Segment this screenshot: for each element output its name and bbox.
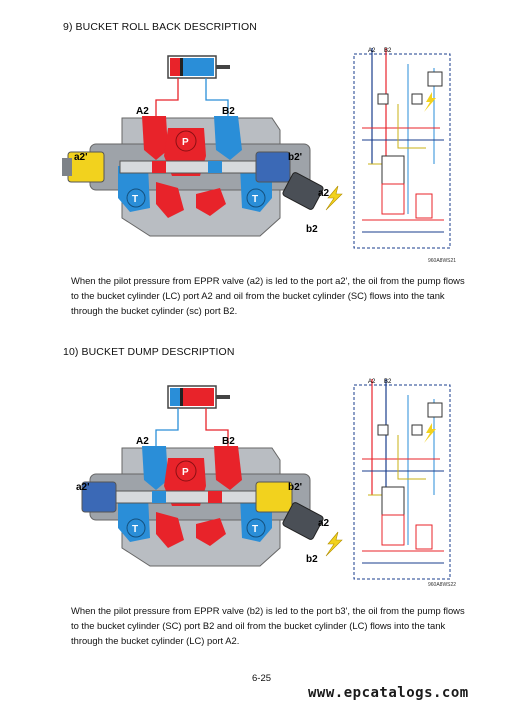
solenoid-b2-label: b2: [306, 554, 318, 565]
pilot-b2p-label: b2': [288, 482, 303, 493]
section-1-heading: 9) BUCKET ROLL BACK DESCRIPTION: [63, 21, 257, 33]
hydraulic-schematic-dump: [348, 375, 458, 587]
pilot-a2p-label: a2': [74, 152, 88, 163]
solenoid-a2-label: a2: [318, 518, 330, 529]
solenoid-a2-label: a2: [318, 188, 330, 199]
valve-cutaway-roll-back: [60, 48, 360, 248]
page-number: 6-25: [252, 673, 272, 684]
hydraulic-schematic-roll-back: [348, 44, 458, 256]
schematic-a2-label: A2: [368, 48, 376, 54]
pilot-a2p-label: a2': [76, 482, 90, 493]
port-a2-label: A2: [136, 106, 149, 117]
port-b2-label: B2: [222, 436, 235, 447]
section-2-heading: 10) BUCKET DUMP DESCRIPTION: [63, 346, 235, 358]
schematic-a2-label: A2: [368, 379, 376, 385]
solenoid-b2-label: b2: [306, 224, 318, 235]
section-1-body: When the pilot pressure from EPPR valve (a2) is led to the port a2', the oil from the pump flows to the bucket cylinder (LC) port A2 and oil from the bucket cylinder (SC) flows into the tank through the bucket cylinder (sc) port B2.: [71, 275, 465, 316]
bucket-cylinder-icon: [168, 386, 230, 408]
pilot-b2p-label: b2': [288, 152, 303, 163]
schematic-b2-label: B2: [384, 379, 392, 385]
section-2-body: When the pilot pressure from EPPR valve (b2) is led to the port b3', the oil from the pump flows to the bucket cylinder (SC) port B2 and oil from the bucket cylinder (LC) flows into the tank through the bucket cylinder (LC) port A2.: [71, 605, 465, 646]
port-b2-label: B2: [222, 106, 235, 117]
tank-port-right-label: T: [252, 194, 259, 205]
port-a2-label: A2: [136, 436, 149, 447]
tank-port-left-label: T: [132, 194, 139, 205]
tank-port-left-label: T: [132, 524, 139, 535]
schematic-b2-label: B2: [384, 48, 392, 54]
watermark-link[interactable]: www.epcatalogs.com: [308, 685, 469, 701]
pump-port-label: P: [182, 467, 189, 478]
figure-code-2: 960A8WS22: [428, 582, 457, 588]
tank-port-right-label: T: [252, 524, 259, 535]
valve-cutaway-dump: [60, 380, 360, 580]
bucket-cylinder-icon: [168, 56, 230, 78]
figure-code-1: 960A8WS21: [428, 258, 457, 264]
pump-port-label: P: [182, 137, 189, 148]
